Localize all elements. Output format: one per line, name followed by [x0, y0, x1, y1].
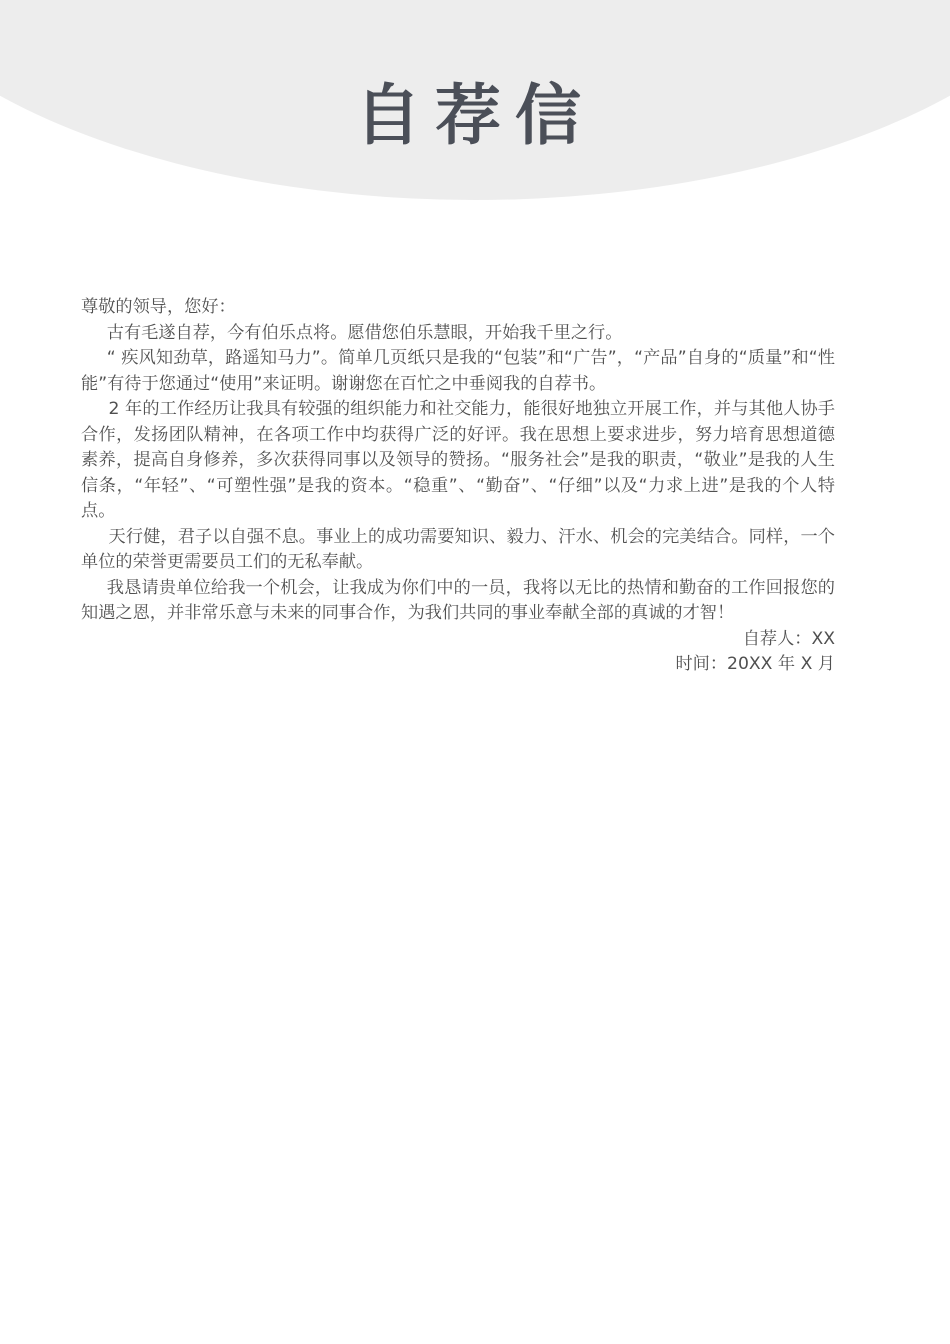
paragraph-request: 我恳请贵单位给我一个机会，让我成为你们中的一员，我将以无比的热情和勤奋的工作回报您的知遇之恩，并非常乐意与未来的同事合作，为我们共同的事业奉献全部的真诚的才智！	[81, 577, 835, 623]
paragraph-experience: 2 年的工作经历让我具有较强的组织能力和社交能力，能很好地独立开展工作，并与其他人协手合作，发扬团队精神，在各项工作中均获得广泛的好评。我在思想上要求进步，努力培育思想道德素养，提高自身修养，多次获得同事以及领导的赞扬。“服务社会”是我的职责，“敬业”是我的人生信条，“年轻”、“可塑性强”是我的资本。“稳重”、“勤奋”、“仔细”以及“力求上进”是我的个人特点。	[81, 399, 835, 521]
paragraph-motto: 天行健，君子以自强不息。事业上的成功需要知识、毅力、汗水、机会的完美结合。同样，一个单位的荣誉更需要员工们的无私奉献。	[81, 526, 835, 572]
letter-body	[81, 295, 835, 678]
page-title: 自荐信	[355, 76, 595, 154]
date-line: 时间：20XX 年 X 月	[675, 654, 835, 674]
paragraph-opening: 古有毛遂自荐，今有伯乐点将。愿借您伯乐慧眼，开始我千里之行。	[106, 322, 623, 343]
paragraph-quote: “ 疾风知劲草，路遥知马力”。简单几页纸只是我的“包装”和“广告”，“产品”自身的“质量”和“性能”有待于您通过“使用”来证明。谢谢您在百忙之中垂阅我的自荐书。	[81, 348, 835, 394]
salutation: 尊敬的领导，您好：	[81, 297, 236, 317]
signer-line: 自荐人：XX	[742, 628, 835, 649]
